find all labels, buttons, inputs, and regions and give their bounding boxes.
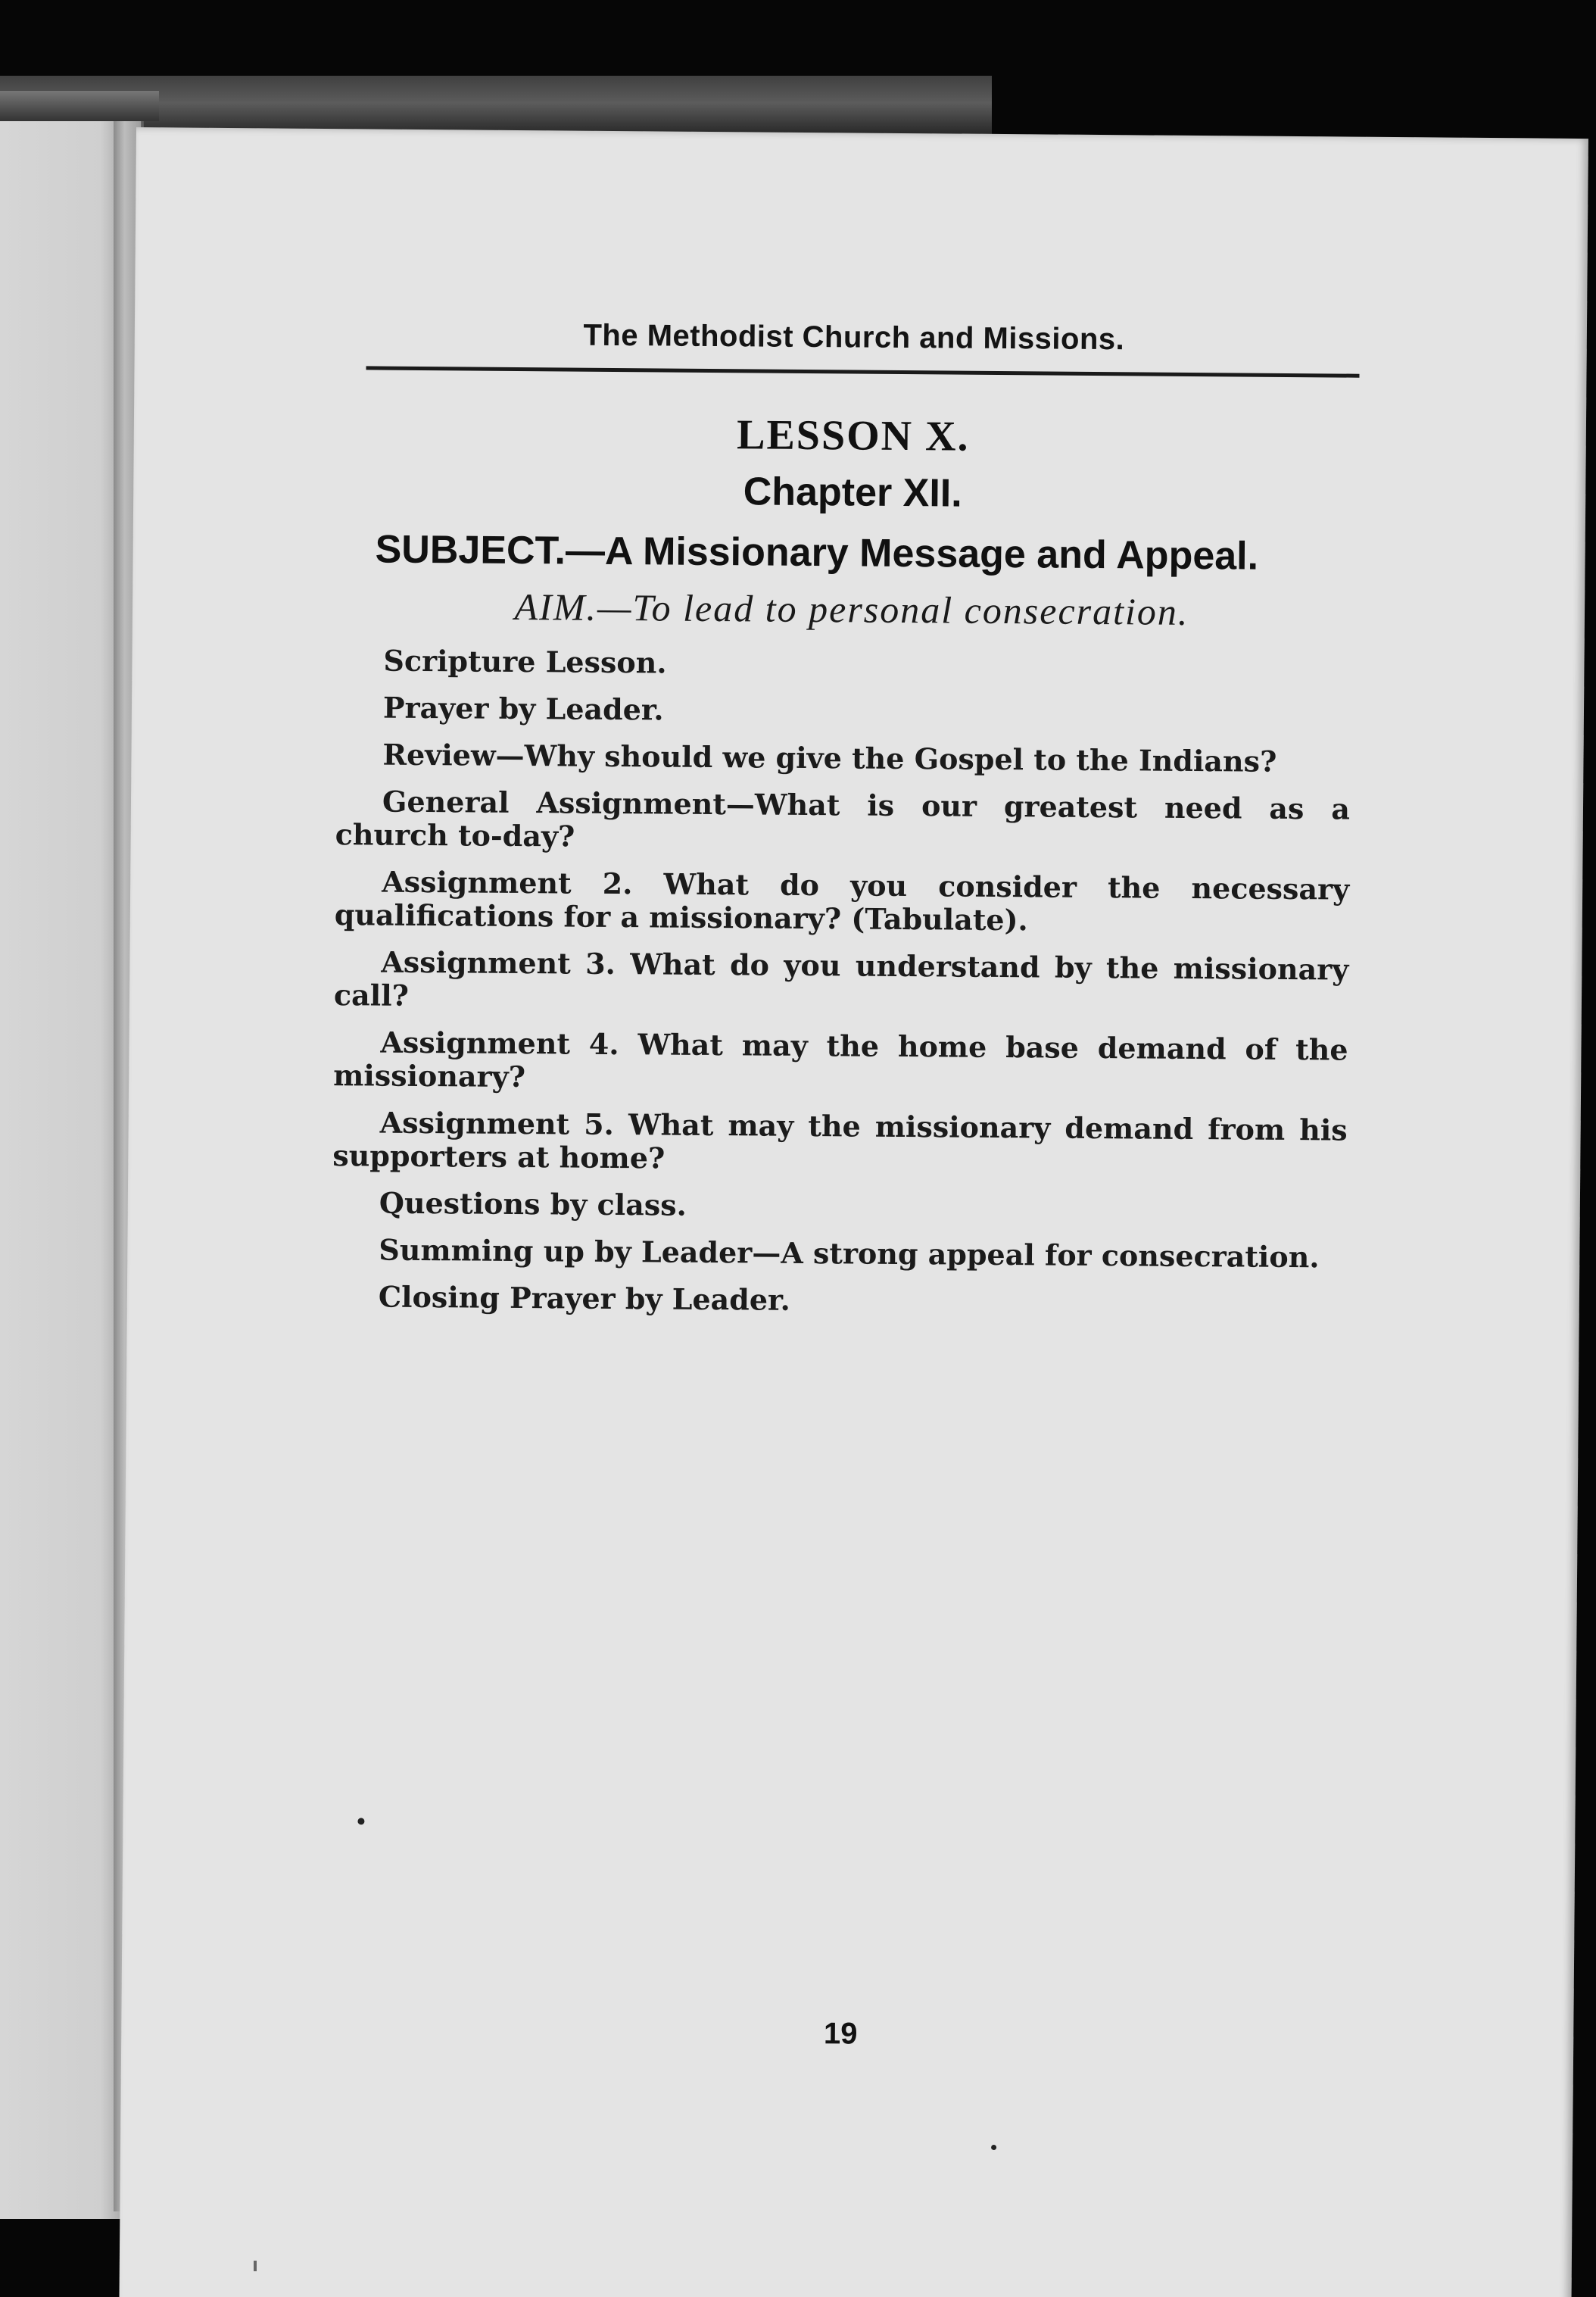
aim-line: AIM.—To lead to personal consecration. — [514, 585, 1189, 633]
page-number: 19 — [823, 2017, 858, 2051]
lesson-title: LESSON X. — [736, 411, 970, 460]
outline-item: Scripture Lesson. — [383, 643, 667, 680]
outline-item: Assignment 2. What do you consider the necessary qualifications for a missionary? (Tabulate). — [334, 864, 1350, 938]
chapter-title: Chapter XII. — [743, 470, 962, 516]
outline-item: Assignment 5. What may the missionary demand from his supporters at home? — [332, 1105, 1348, 1175]
outline-item: Review—Why should we give the Gospel to the Indians? — [382, 737, 1277, 779]
outline-item: Closing Prayer by Leader. — [378, 1279, 790, 1317]
outline-item: Assignment 4. What may the home base demand of the missionary? — [333, 1025, 1348, 1094]
outline-item: Prayer by Leader. — [382, 690, 664, 727]
film-scratch — [254, 2261, 257, 2271]
ink-speck — [991, 2145, 996, 2150]
film-edge-artifact-left — [0, 91, 159, 121]
outline-item: Assignment 3. What do you understand by the missionary call? — [333, 944, 1349, 1013]
running-head: The Methodist Church and Missions. — [583, 318, 1125, 357]
book-page — [119, 127, 1588, 2297]
outline-item: General Assignment—What is our greatest need as a church to-day? — [335, 784, 1351, 854]
subject-line: SUBJECT.—A Missionary Message and Appeal. — [375, 527, 1259, 579]
header-rule — [366, 366, 1359, 377]
outline-item: Summing up by Leader—A strong appeal for consecration. — [379, 1232, 1320, 1275]
ink-speck — [357, 1818, 364, 1824]
lesson-outline — [332, 644, 1351, 1334]
outline-item: Questions by class. — [379, 1185, 687, 1222]
